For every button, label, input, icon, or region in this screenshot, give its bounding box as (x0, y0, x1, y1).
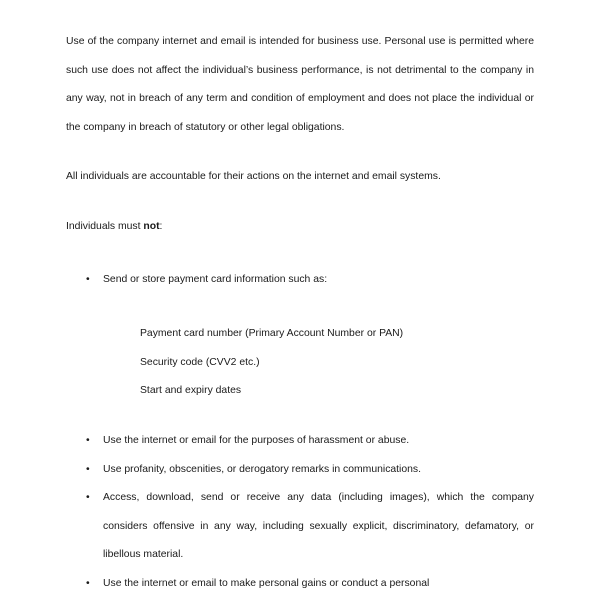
must-not-emphasis: not (143, 220, 160, 232)
bullet-icon: • (86, 463, 90, 475)
paragraph-accountability: All individuals are accountable for their actions on the internet and email systems. (66, 171, 441, 183)
list-item (66, 266, 534, 295)
bullet-icon: • (86, 577, 90, 589)
list-item-label: Send or store payment card information such as: (103, 273, 328, 285)
list-item (66, 427, 534, 456)
document-body (66, 28, 534, 599)
bullet-icon: • (86, 434, 90, 446)
prohibited-actions-list-top (66, 266, 534, 295)
must-not-prefix: Individuals must (66, 220, 144, 232)
list-item: Security code (CVV2 etc.) (140, 356, 260, 368)
list-item: Payment card number (Primary Account Number or PAN) (140, 328, 404, 340)
list-item: Start and expiry dates (140, 385, 242, 397)
paragraph-must-not (66, 213, 534, 242)
spacer (66, 406, 534, 427)
bullet-icon: • (86, 492, 90, 504)
paragraph-intro: Use of the company internet and email is intended for business use. Personal use is permitted where such use does not affect the individual’s business performance, is not detrimental to the company in any way, not in breach of any term and condition of employment and does not place the individual or the company in breach of statutory or other legal obligations. (66, 36, 534, 133)
list-item (66, 456, 534, 485)
list-item-label: Use the internet or email for the purposes of harassment or abuse. (103, 434, 410, 446)
bullet-icon: • (86, 273, 90, 285)
spacer (66, 294, 534, 320)
payment-card-data-sublist (66, 320, 534, 406)
list-item-label: Use the internet or email to make personal gains or conduct a personal (103, 577, 430, 589)
list-item (66, 570, 534, 599)
spacer (66, 242, 534, 266)
list-item-label: Access, download, send or receive any data (including images), which the company considers offensive in any way, including sexually explicit, discriminatory, defamatory, or libellous material. (103, 492, 534, 561)
spacer (66, 192, 534, 213)
list-item-label: Use profanity, obscenities, or derogatory remarks in communications. (103, 463, 422, 475)
prohibited-actions-list-bottom (66, 427, 534, 599)
list-item (66, 484, 534, 570)
must-not-suffix: : (159, 220, 163, 232)
spacer (66, 142, 534, 163)
